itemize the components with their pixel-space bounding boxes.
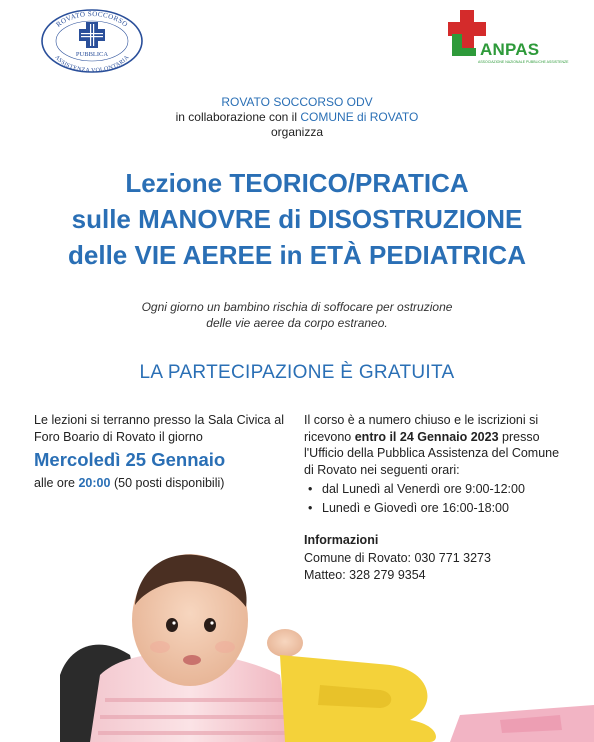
rovato-soccorso-logo [40,8,144,74]
anpas-wordmark: ANPAS [480,40,540,59]
title-line-1: Lezione TEORICO/PRATICA [125,168,469,198]
event-date: Mercoledì 25 Gennaio [34,449,226,470]
organizer-collab-prefix: in collaborazione con il [175,110,298,124]
intro-line-1: Ogni giorno un bambino rischia di soffocare per ostruzione [141,300,453,314]
intro-text [0,299,594,331]
organizer-block [0,95,594,140]
time-suffix: (50 posti disponibili) [113,476,225,490]
office-hours-item: • Lunedì e Giovedì ore 16:00-18:00 [304,499,566,518]
organizer-collab-highlight: COMUNE di ROVATO [300,110,419,124]
time-prefix: alle ore [34,476,75,490]
organizer-verb: organizza [270,125,324,139]
time-value: 20:00 [78,476,111,490]
logo-top-text: ROVATO SOCCORSO [54,9,130,29]
office-hours-list [304,480,566,518]
anpas-subtitle: ASSOCIAZIONE NAZIONALE PUBBLICHE ASSISTENZE [478,60,569,64]
intro-line-2: delle vie aeree da corpo estraneo. [206,316,388,330]
contact-line-comune: Comune di Rovato: 030 771 3273 [304,550,491,565]
location-text: Le lezioni si terranno presso la Sala Civica al Foro Boario di Rovato il giorno [34,413,284,444]
registration-suffix: presso l'Ufficio della Pubblica Assistenza del Comune di Rovato nei seguenti orari: [304,429,560,477]
contacts-heading: Informazioni [304,533,379,547]
logo-bottom-text: ASSISTENZA VOLONTARIA [53,54,131,74]
organizer-name: ROVATO SOCCORSO ODV [221,95,373,109]
registration-deadline: entro il 24 Gennaio 2023 [354,429,499,444]
title-line-2: sulle MANOVRE di DISOSTRUZIONE [71,204,523,234]
office-hours-item: • dal Lunedì al Venerdì ore 9:00-12:00 [304,480,566,499]
title-line-3: delle VIE AEREE in ETÀ PEDIATRICA [68,240,526,270]
contact-line-matteo: Matteo: 328 279 9354 [304,568,426,582]
event-time [34,475,284,492]
baby-photo [60,525,594,742]
registration-text [304,412,566,478]
organizer-collaboration [0,110,594,125]
free-participation-notice: LA PARTECIPAZIONE È GRATUITA [139,362,455,383]
logo-middle-text: PUBBLICA [75,51,109,58]
location-block [34,412,284,492]
event-title [0,165,594,273]
registration-prefix: Il corso è a numero chiuso e le iscrizioni si ricevono [304,413,539,444]
